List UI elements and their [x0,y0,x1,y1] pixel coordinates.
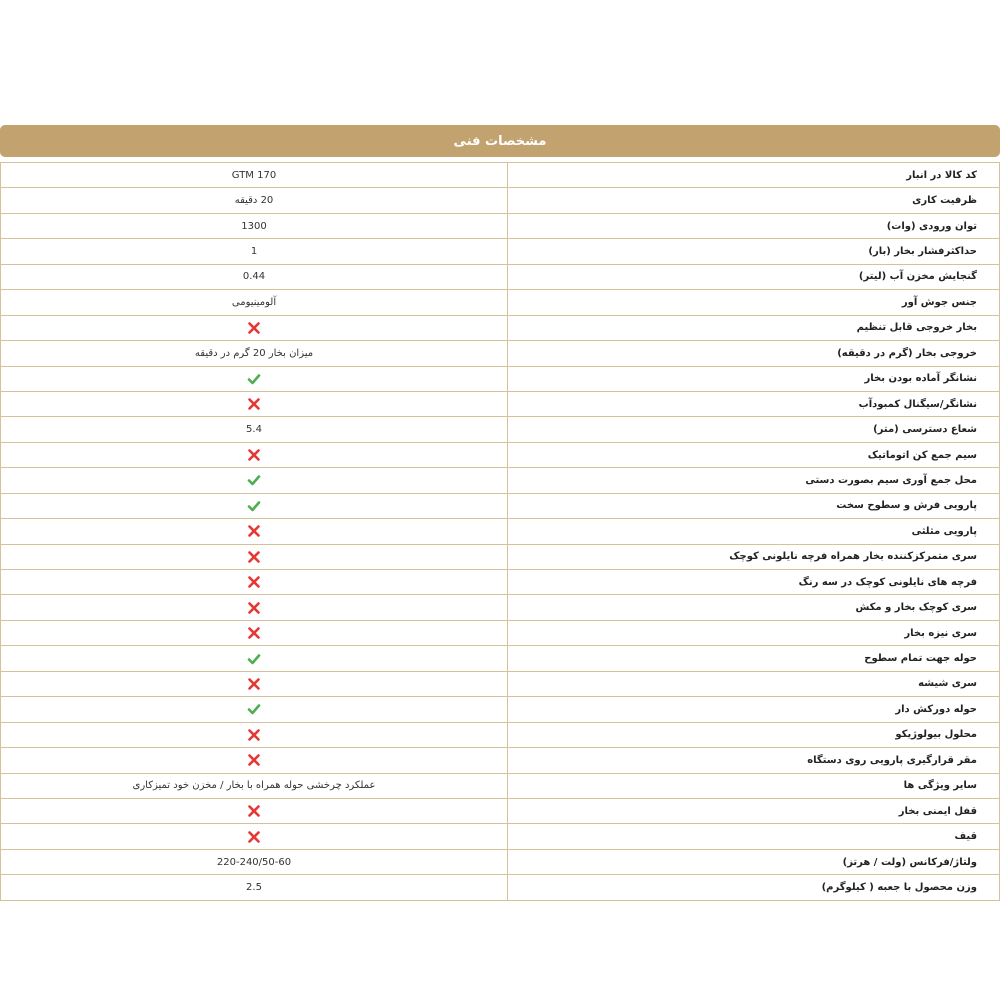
spec-row [1,214,999,239]
spec-label-text: مقر قرارگیری پارویی روی دستگاه [807,754,977,766]
spec-row [1,824,999,849]
spec-value [1,214,508,238]
spec-label-text: قیف [954,831,977,843]
cross-icon [247,677,261,691]
spec-row [1,723,999,748]
spec-value [1,265,508,289]
spec-value-text: آلومینیومی [231,296,277,308]
spec-value [1,443,508,467]
check-icon [247,473,261,487]
spec-label [508,545,999,569]
spec-row [1,774,999,799]
spec-value [1,595,508,619]
spec-value-text: عملکرد چرخشی حوله همراه با بخار / مخزن خود تمیزکاری [132,780,376,792]
spec-row [1,519,999,544]
spec-row [1,239,999,264]
spec-label-text: شعاع دسترسی (متر) [873,424,977,436]
spec-value [1,774,508,798]
spec-label [508,468,999,492]
spec-row [1,697,999,722]
spec-row [1,646,999,671]
spec-label-text: پارویی مثلثی [911,525,977,537]
spec-value [1,367,508,391]
spec-label [508,824,999,848]
spec-label-text: گنجایش مخزن آب (لیتر) [858,271,977,283]
spec-label [508,519,999,543]
spec-label [508,570,999,594]
spec-row [1,748,999,773]
cross-icon [247,601,261,615]
spec-label [508,875,999,899]
spec-row [1,188,999,213]
spec-row [1,621,999,646]
spec-value [1,239,508,263]
spec-value [1,468,508,492]
cross-icon [247,550,261,564]
spec-label-text: سری متمرکزکننده بخار همراه فرچه نایلونی کوچک [729,551,977,563]
spec-label-text: سری کوچک بخار و مکش [855,602,977,614]
spec-value [1,417,508,441]
spec-label-text: حداکثرفشار بخار (بار) [868,246,977,258]
cross-icon [247,448,261,462]
spec-value [1,545,508,569]
spec-label [508,697,999,721]
spec-row [1,545,999,570]
spec-value [1,621,508,645]
spec-label [508,239,999,263]
spec-label-text: بخار خروجی قابل تنظیم [856,322,977,334]
spec-value [1,748,508,772]
cross-icon [247,753,261,767]
spec-label [508,774,999,798]
spec-label-text: حوله دورکش دار [895,703,977,715]
spec-label-text: محلول بیولوژیکو [895,729,977,741]
spec-value-text: 1300 [241,220,267,232]
spec-label-text: سری شیشه [918,678,977,690]
check-icon [247,499,261,513]
spec-row [1,316,999,341]
cross-icon [247,830,261,844]
spec-row [1,468,999,493]
check-icon [247,702,261,716]
spec-label-text: محل جمع آوری سیم بصورت دستی [805,474,977,486]
cross-icon [247,321,261,335]
cross-icon [247,397,261,411]
spec-label-text: سیم جمع کن اتوماتیک [867,449,977,461]
spec-label-text: ولتاژ/فرکانس (ولت / هرتز) [842,856,977,868]
spec-value-text: 2.5 [246,881,262,893]
spec-label [508,417,999,441]
spec-label-text: کد کالا در انبار [906,169,977,181]
spec-label-text: نشانگر آماده بودن بخار [864,373,977,385]
spec-value-text: 0.44 [242,271,266,283]
spec-value [1,188,508,212]
spec-value [1,824,508,848]
spec-label [508,723,999,747]
spec-value [1,850,508,874]
spec-label [508,443,999,467]
spec-label-text: حوله جهت تمام سطوح [864,653,977,665]
check-icon [247,372,261,386]
spec-value [1,697,508,721]
spec-label-text: جنس جوش آور [901,296,977,308]
spec-label [508,265,999,289]
spec-value-text: 5.4 [246,424,262,436]
spec-row [1,341,999,366]
spec-label [508,392,999,416]
spec-value [1,646,508,670]
check-icon [247,652,261,666]
spec-label [508,367,999,391]
spec-row [1,850,999,875]
spec-row [1,367,999,392]
spec-label-text: فرچه های نایلونی کوچک در سه رنگ [798,576,977,588]
spec-row [1,392,999,417]
spec-label [508,748,999,772]
spec-row [1,799,999,824]
spec-label [508,341,999,365]
spec-section [0,125,1000,901]
spec-value-text: 220-240/50-60 [216,856,292,868]
cross-icon [247,575,261,589]
spec-label-text: پارویی فرش و سطوح سخت [836,500,977,512]
spec-label [508,214,999,238]
spec-value-text: 1 [250,246,258,258]
spec-label-text: خروجی بخار (گرم در دقیقه) [837,347,977,359]
spec-label-text: توان ورودی (وات) [886,220,977,232]
spec-label-text: ظرفیت کاری [912,195,977,207]
cross-icon [247,524,261,538]
spec-value-text: GTM 170 [231,169,277,181]
spec-label [508,494,999,518]
cross-icon [247,728,261,742]
spec-value-text: 20 دقیقه [234,195,274,207]
spec-row [1,290,999,315]
spec-table [0,162,1000,901]
spec-value [1,494,508,518]
spec-row [1,570,999,595]
cross-icon [247,804,261,818]
spec-label [508,646,999,670]
spec-value [1,392,508,416]
spec-label [508,188,999,212]
spec-value [1,519,508,543]
spec-label-text: نشانگر/سیگنال کمبودآب [858,398,977,410]
spec-row [1,265,999,290]
spec-value [1,723,508,747]
spec-row [1,672,999,697]
spec-label [508,595,999,619]
spec-row [1,595,999,620]
spec-label [508,621,999,645]
spec-label [508,850,999,874]
spec-label [508,316,999,340]
spec-label-text: سایر ویژگی ها [903,780,977,792]
spec-row [1,875,999,900]
spec-value [1,290,508,314]
spec-label-text: سری نیزه بخار [904,627,977,639]
spec-value-text: میزان بخار 20 گرم در دقیقه [194,347,314,359]
spec-header [0,125,1000,157]
spec-row [1,417,999,442]
spec-label-text: وزن محصول با جعبه ( کیلوگرم) [821,881,977,893]
spec-value [1,799,508,823]
spec-row [1,163,999,188]
spec-label [508,290,999,314]
spec-label-text: قفل ایمنی بخار [898,805,977,817]
spec-label [508,799,999,823]
spec-row [1,443,999,468]
spec-row [1,494,999,519]
spec-title: مشخصات فنی [453,133,547,149]
spec-label [508,672,999,696]
spec-value [1,570,508,594]
spec-value [1,316,508,340]
spec-value [1,672,508,696]
spec-value [1,875,508,899]
cross-icon [247,626,261,640]
spec-label [508,163,999,187]
spec-value [1,163,508,187]
spec-value [1,341,508,365]
